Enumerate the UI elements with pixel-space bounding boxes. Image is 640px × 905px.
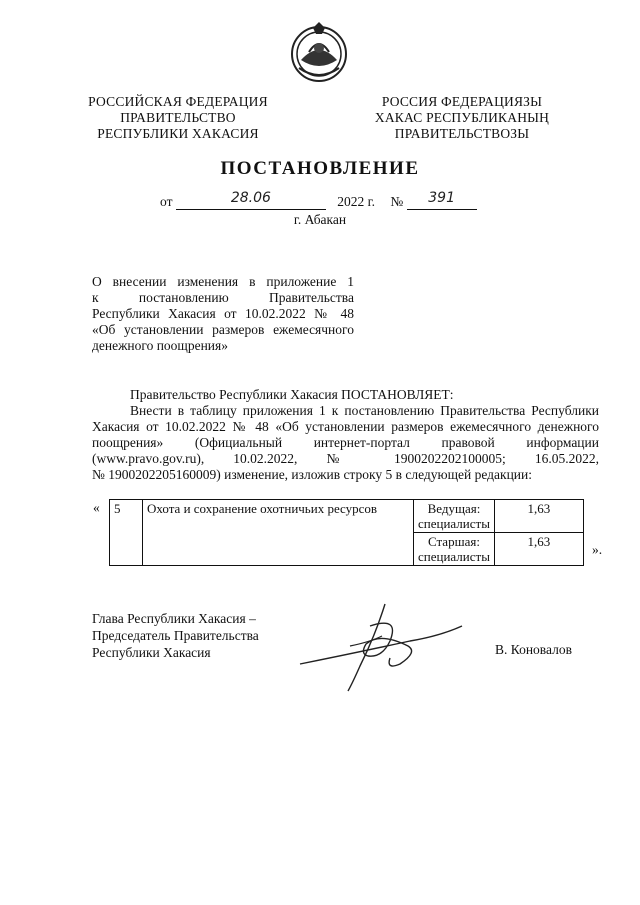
date-line — [160, 190, 490, 210]
date-field — [176, 190, 326, 210]
position-cell: Старшая: специалисты — [414, 533, 495, 566]
date-prefix: от — [160, 194, 173, 209]
signature-title-line: Председатель Правительства — [92, 628, 259, 643]
body-line: Внести в таблицу приложения 1 к постановлению Правительства Республики — [130, 403, 599, 418]
row-number-cell: 5 — [110, 500, 143, 566]
table-row — [110, 500, 584, 533]
body-line: Хакасия от 10.02.2022 № 48 «Об установлении размеров ежемесячного денежного — [92, 419, 599, 434]
subject-line: О внесении изменения в приложение 1 — [92, 274, 354, 289]
date-year: 2022 г. — [337, 194, 375, 209]
signature-title-line: Глава Республики Хакасия – — [92, 611, 256, 626]
handwritten-signature — [290, 596, 470, 696]
signature-title-line: Республики Хакасия — [92, 645, 211, 660]
header-left-line-3: РЕСПУБЛИКИ ХАКАСИЯ — [97, 126, 259, 141]
subject-line: к постановлению Правительства — [92, 290, 354, 305]
table-quote-close: ». — [592, 542, 603, 557]
table-quote-open: « — [93, 500, 100, 515]
body-paragraph-2 — [92, 403, 599, 483]
row-name-cell: Охота и сохранение охотничьих ресурсов — [143, 500, 414, 566]
signature-title-block — [92, 610, 292, 661]
header-left — [78, 94, 278, 142]
coat-of-arms-emblem — [287, 20, 351, 84]
number-field — [407, 190, 477, 210]
body-line: № 1900202205160009) изменение, изложив строку 5 в следующей редакции: — [92, 467, 533, 482]
header-right-line-1: РОССИЯ ФЕДЕРАЦИЯЗЫ — [381, 94, 543, 109]
header-right — [362, 94, 562, 142]
body-line: поощрения» (Официальный интернет-портал правовой информации — [92, 435, 599, 450]
signer-name: В. Коновалов — [495, 642, 572, 657]
amendment-table — [109, 499, 584, 566]
header-left-line-1: РОССИЙСКАЯ ФЕДЕРАЦИЯ — [88, 94, 268, 109]
subject-line: денежного поощрения» — [92, 338, 228, 353]
value-cell: 1,63 — [494, 533, 583, 566]
body-line: (www.pravo.gov.ru), 10.02.2022, № 1900202202100005; 16.05.2022, — [92, 451, 599, 466]
value-cell: 1,63 — [494, 500, 583, 533]
subject-block — [92, 274, 354, 354]
subject-line: Республики Хакасия от 10.02.2022 № 48 — [92, 306, 354, 321]
header-right-line-2: ХАКАС РЕСПУБЛИКАНЫҢ — [374, 110, 550, 125]
subject-line: «Об установлении размеров ежемесячного — [92, 322, 354, 337]
header-right-line-3: ПРАВИТЕЛЬСТВОЗЫ — [394, 126, 530, 141]
document-title: ПОСТАНОВЛЕНИЕ — [220, 158, 420, 179]
number-sign: № — [390, 194, 404, 209]
body-paragraph-1: Правительство Республики Хакасия ПОСТАНОВЛЯЕТ: — [130, 387, 454, 402]
date-handwritten: 28.06 — [230, 190, 271, 206]
position-cell: Ведущая: специалисты — [414, 500, 495, 533]
city: г. Абакан — [293, 212, 347, 227]
header-left-line-2: ПРАВИТЕЛЬСТВО — [120, 110, 236, 125]
number-handwritten: 391 — [428, 190, 455, 206]
